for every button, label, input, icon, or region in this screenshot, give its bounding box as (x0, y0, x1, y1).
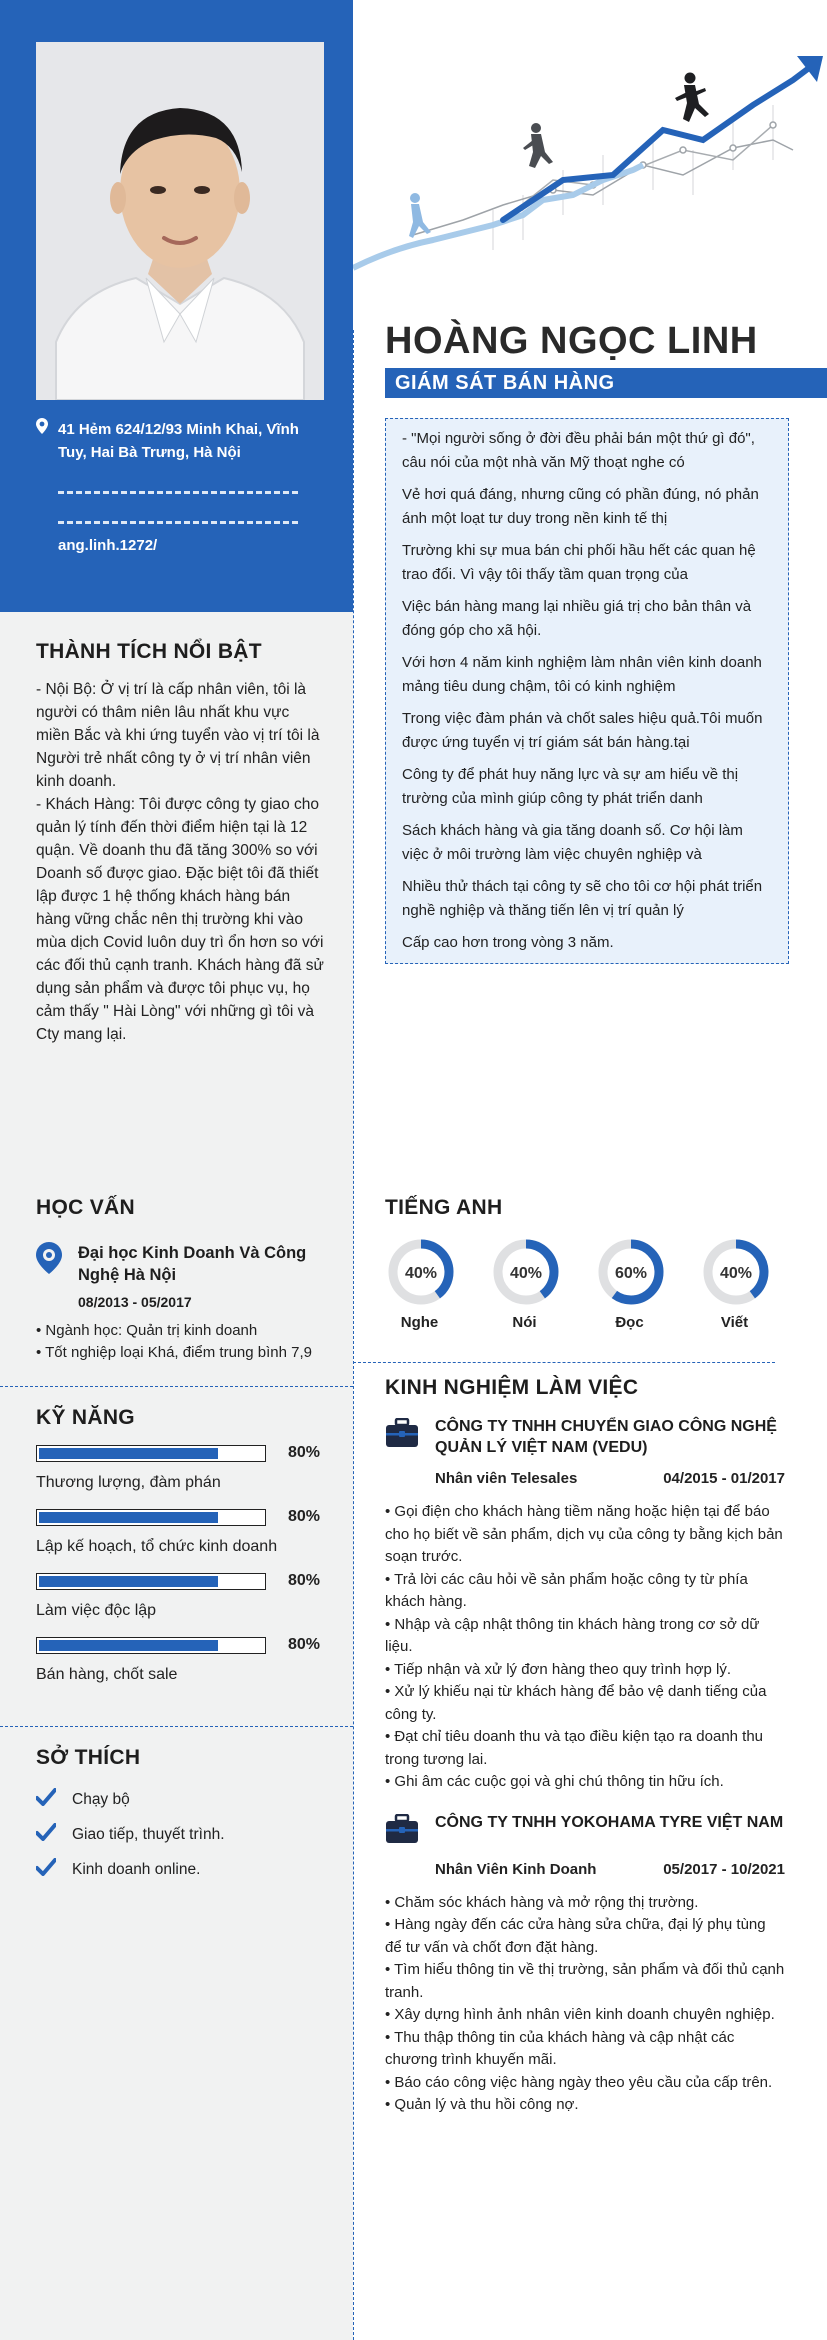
education-detail: • Tốt nghiệp loại Khá, điểm trung bình 7,9 (36, 1344, 312, 1361)
english-gauge (700, 1238, 805, 1331)
skill-bar (36, 1637, 266, 1654)
skill-item (36, 1636, 326, 1684)
objective-paragraph: Sách khách hàng và gia tăng doanh số. Cơ hội làm việc ở môi trường làm việc chuyên nghiệp và (402, 822, 743, 863)
job-dates: 04/2015 - 01/2017 (663, 1470, 785, 1487)
skill-percent: 80% (288, 1636, 321, 1653)
achievements-title: THÀNH TÍCH NỔI BẬT (36, 640, 262, 663)
job-position: Nhân Viên Kinh Doanh (435, 1860, 597, 1878)
candidate-role: GIÁM SÁT BÁN HÀNG (385, 368, 827, 398)
job-duty: • Xây dựng hình ảnh nhân viên kinh doanh chuyên nghiệp. (385, 2006, 775, 2023)
objective-paragraph: Trường khi sự mua bán chi phối hầu hết các quan hệ trao đổi. Vì vậy tôi thấy tầm quan trọng của (402, 542, 756, 583)
hobby-item (36, 1823, 326, 1846)
experience-title: KINH NGHIỆM LÀM VIỆC (385, 1376, 639, 1399)
english-gauge-percent: 40% (404, 1265, 438, 1282)
hobbies-title: SỞ THÍCH (36, 1746, 141, 1769)
education-detail: • Ngành học: Quản trị kinh doanh (36, 1322, 258, 1339)
job-duty: • Xử lý khiếu nại từ khách hàng để bảo vệ danh tiếng của công ty. (385, 1683, 767, 1723)
skill-bar (36, 1573, 266, 1590)
skill-bar-fill (39, 1448, 218, 1459)
skill-label: Lập kế hoạch, tổ chức kinh doanh (36, 1538, 278, 1555)
skill-label: Thương lượng, đàm phán (36, 1474, 221, 1491)
contact-block (36, 418, 326, 567)
map-pin-icon (36, 418, 58, 440)
english-skill-label: Nói (512, 1314, 537, 1331)
job-position: Nhân viên Telesales (435, 1470, 578, 1487)
english-skill-label: Đọc (615, 1314, 644, 1331)
job-entry (385, 1812, 785, 2117)
section-divider (353, 1362, 775, 1363)
hobby-text: Chạy bộ (72, 1790, 130, 1808)
hobby-item (36, 1788, 326, 1811)
job-duty: • Tìm hiểu thông tin về thị trường, sản phẩm và đối thủ cạnh tranh. (385, 1961, 785, 2001)
job-duty: • Báo cáo công việc hàng ngày theo yêu cầu của cấp trên. (385, 2073, 773, 2091)
school-row (36, 1242, 336, 1286)
skill-label: Làm việc độc lập (36, 1602, 157, 1619)
skills-title: KỸ NĂNG (36, 1406, 135, 1429)
growth-arrow-runners-icon (353, 0, 827, 330)
skill-percent: 80% (288, 1508, 321, 1525)
education-title: HỌC VẤN (36, 1196, 135, 1219)
job-duty: • Tiếp nhận và xử lý đơn hàng theo quy trình hợp lý. (385, 1660, 732, 1678)
objective-paragraph: Cấp cao hơn trong vòng 3 năm. (402, 934, 614, 951)
social-row (36, 534, 326, 557)
skill-item (36, 1508, 326, 1556)
job-duty: • Hàng ngày đến các cửa hàng sửa chữa, đại lý phụ tùng để tư vấn và chốt đơn đặt hàng. (385, 1916, 766, 1956)
profile-photo (36, 42, 324, 400)
skill-percent: 80% (288, 1572, 321, 1589)
check-icon (36, 1788, 72, 1811)
english-skill-label: Viết (720, 1314, 749, 1331)
skill-item (36, 1444, 326, 1492)
job-duty: • Ghi âm các cuộc gọi và ghi chú thông tin hữu ích. (385, 1773, 724, 1790)
job-duty: • Đạt chỉ tiêu doanh thu và tạo điều kiện tạo ra doanh thu trong tương lai. (385, 1728, 764, 1768)
hobby-text: Giao tiếp, thuyết trình. (72, 1825, 225, 1843)
company-name: CÔNG TY TNHH CHUYỂN GIAO CÔNG NGHỆ QUẢN LÝ VIỆT NAM (VEDU) (435, 1418, 777, 1456)
english-gauge-ring (492, 1238, 560, 1306)
english-gauges (385, 1238, 805, 1331)
skill-percent: 80% (288, 1444, 321, 1461)
growth-illustration (353, 0, 827, 330)
english-gauge-percent: 40% (719, 1265, 753, 1282)
english-gauge-percent: 60% (614, 1265, 648, 1282)
briefcase-icon (385, 1416, 435, 1458)
skill-bar-fill (39, 1640, 218, 1651)
job-duty: • Nhập và cập nhật thông tin khách hàng trong cơ sở dữ liệu. (385, 1615, 760, 1655)
english-title: TIẾNG ANH (385, 1196, 503, 1219)
skill-label: Bán hàng, chốt sale (36, 1666, 178, 1683)
address-text: 41 Hẻm 624/12/93 Minh Khai, Vĩnh Tuy, Hai Bà Trưng, Hà Nội (58, 421, 299, 461)
job-entry (385, 1416, 785, 1794)
briefcase-icon (385, 1812, 435, 1849)
check-icon (36, 1858, 72, 1881)
redacted-contact-line (58, 474, 298, 494)
job-duty: • Gọi điện cho khách hàng tiềm năng hoặc hiện tại để báo cho họ biết về sản phẩm, dịch vụ của công ty bằng kịch bản soạn trước. (385, 1503, 783, 1565)
objective-paragraph: Công ty để phát huy năng lực và sự am hiểu về thị trường của mình giúp công ty phát triển danh (402, 766, 739, 807)
job-duty: • Chăm sóc khách hàng và mở rộng thị trường. (385, 1893, 699, 1911)
objective-paragraph: Việc bán hàng mang lại nhiều giá trị cho bản thân và đóng góp cho xã hội. (402, 598, 752, 639)
career-objective-box (385, 418, 789, 964)
section-divider (0, 1726, 353, 1727)
candidate-name: HOÀNG NGỌC LINH (385, 320, 758, 362)
job-duty: • Quản lý và thu hồi công nợ. (385, 2096, 579, 2113)
social-link-text[interactable]: ang.linh.1272/ (58, 537, 158, 554)
hobby-item (36, 1858, 326, 1881)
location-pin-icon (36, 1242, 78, 1286)
skill-bar (36, 1509, 266, 1526)
skill-bar (36, 1445, 266, 1462)
objective-paragraph: Vẻ hơi quá đáng, nhưng cũng có phần đúng, nó phản ánh một loạt tư duy trong nền kinh tế thị (402, 486, 759, 527)
education-section (36, 1196, 336, 1364)
achievement-internal: - Nội Bộ: Ở vị trí là cấp nhân viên, tôi là người có thâm niên lâu nhất khu vực miền Bắc và khi ứng tuyển vào vị trí tôi là Người trẻ nhất công ty ở vị trí nhân viên kinh doanh. (36, 681, 320, 790)
job-dates: 05/2017 - 10/2021 (663, 1860, 785, 1878)
section-divider (0, 1386, 353, 1387)
english-gauge-ring (387, 1238, 455, 1306)
skills-section (36, 1406, 326, 1700)
job-duty: • Trả lời các câu hỏi về sản phẩm hoặc công ty từ phía khách hàng. (385, 1570, 748, 1610)
profile-photo-illustration (36, 42, 324, 400)
job-duty: • Thu thập thông tin của khách hàng và cập nhật các chương trình khuyến mãi. (385, 2028, 735, 2068)
achievements-section (36, 640, 326, 1046)
redacted-contact-line (58, 504, 298, 524)
hobbies-section (36, 1746, 326, 1893)
address-row (36, 418, 326, 464)
experience-section (385, 1376, 785, 2129)
achievement-customers: - Khách Hàng: Tôi được công ty giao cho quản lý tính đến thời điểm hiện tại là 12 quận. Về doanh thu đã tăng 300% so với Doanh số được giao. Đặc biệt tôi đã thiết lập được 1 hệ thống khách hàng bán hàng vững chắc nên thị trường khi vào mùa dịch Covid luôn duy trì ổn hơn so với các đối thủ cạnh tranh. Khách hàng đã sử dụng sản phẩm và được tôi phục vụ, họ cảm thấy " Hài Lòng" với những gì tôi và Cty mang lại. (36, 796, 324, 1043)
hobby-text: Kinh doanh online. (72, 1860, 201, 1878)
english-gauge-percent: 40% (509, 1265, 543, 1282)
objective-paragraph: Nhiều thử thách tại công ty sẽ cho tôi cơ hội phát triển nghề nghiệp và thăng tiến lên vị trí quản lý (402, 878, 763, 919)
column-divider (353, 330, 354, 2340)
skill-bar-fill (39, 1512, 218, 1523)
objective-paragraph: Với hơn 4 năm kinh nghiệm làm nhân viên kinh doanh mảng tiêu dung chậm, tôi có kinh nghiệm (402, 654, 762, 695)
school-name: Đại học Kinh Doanh Và Công Nghệ Hà Nội (78, 1244, 307, 1284)
english-gauge-ring (597, 1238, 665, 1306)
skill-item (36, 1572, 326, 1620)
objective-paragraph: - "Mọi người sống ở đời đều phải bán một thứ gì đó", câu nói của một nhà văn Mỹ thoạt nghe có (402, 430, 755, 471)
english-skill-label: Nghe (400, 1314, 439, 1331)
skill-bar-fill (39, 1576, 218, 1587)
check-icon (36, 1823, 72, 1846)
company-name: CÔNG TY TNHH YOKOHAMA TYRE VIỆT NAM (435, 1813, 784, 1831)
objective-paragraph: Trong việc đàm phán và chốt sales hiệu quả.Tôi muốn được ứng tuyển vị trí giám sát bán hàng.tại (402, 710, 763, 751)
english-section (385, 1196, 805, 1331)
english-gauge-ring (702, 1238, 770, 1306)
education-dates: 08/2013 - 05/2017 (78, 1294, 192, 1310)
